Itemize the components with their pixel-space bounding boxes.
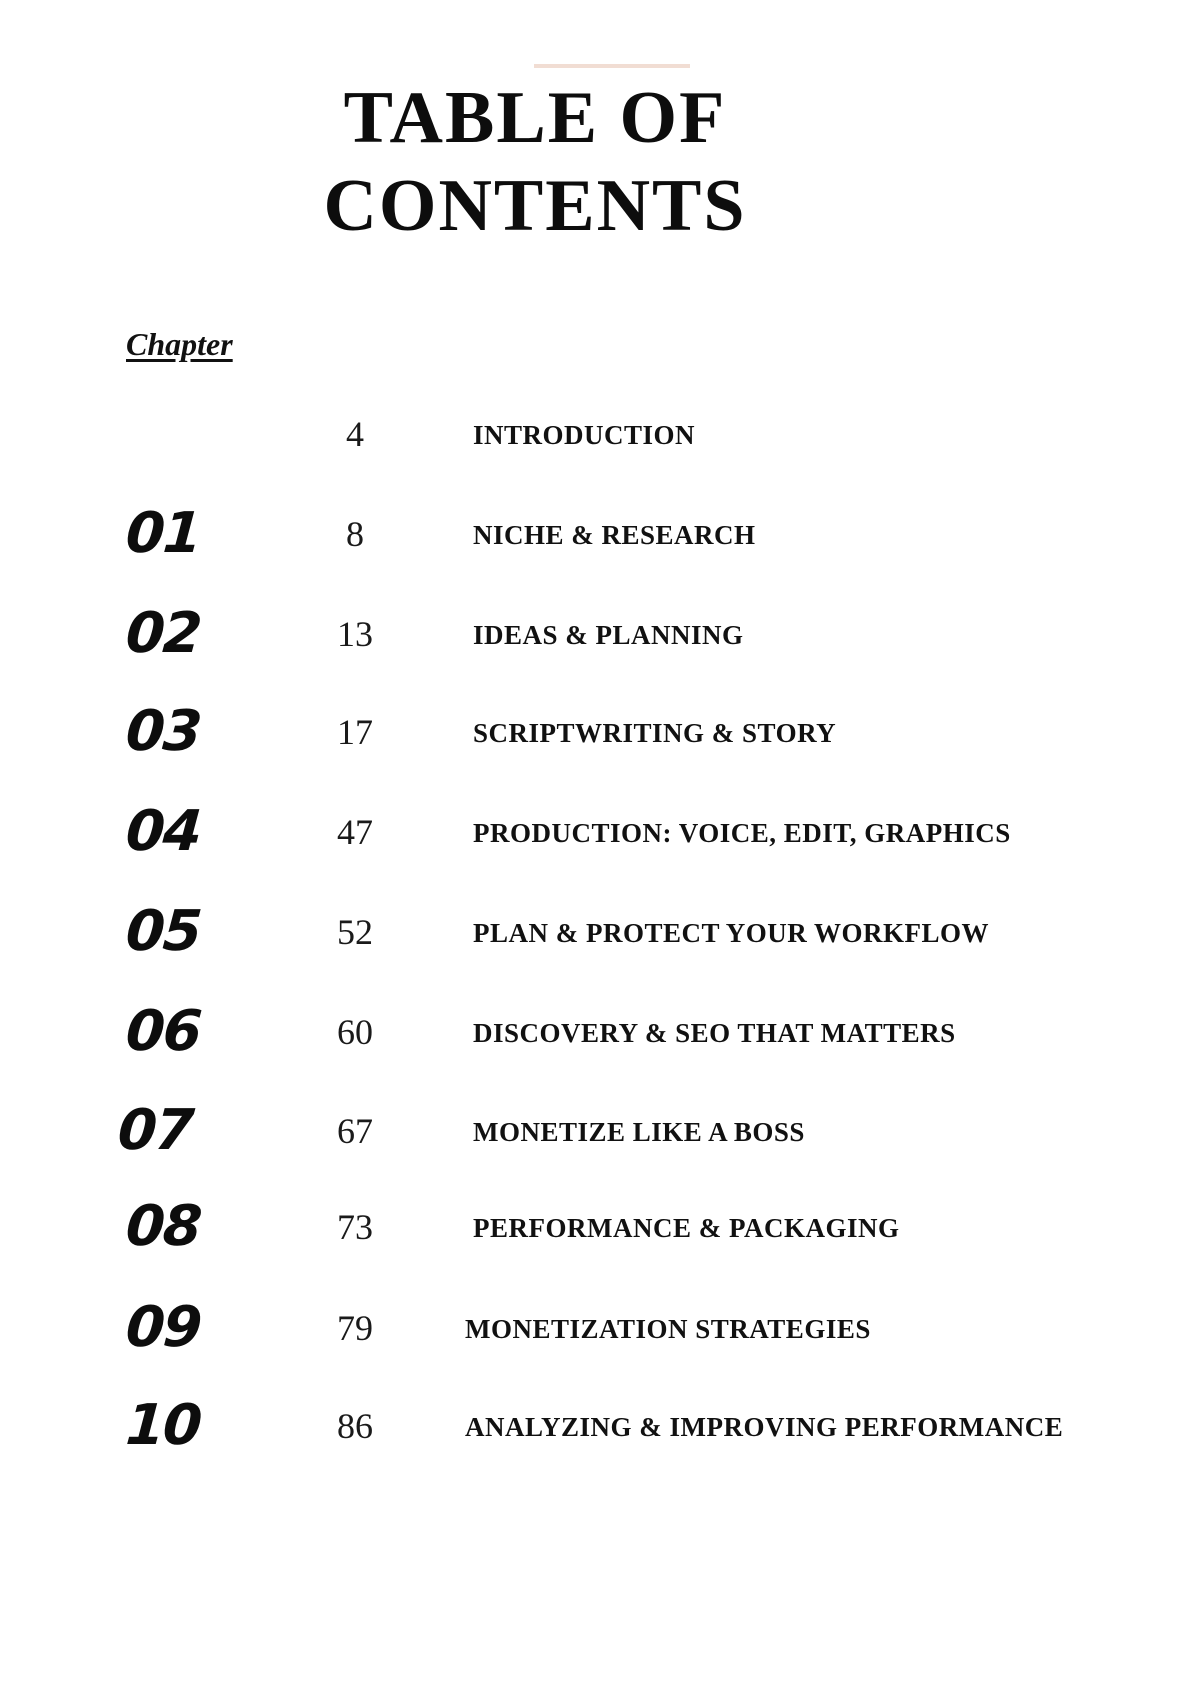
page-number: 17 — [337, 712, 373, 752]
toc-entry-introduction[interactable] — [0, 394, 1200, 474]
page-number: 13 — [337, 614, 373, 654]
chapter-title: NICHE & RESEARCH — [473, 520, 756, 550]
toc-entry-07[interactable] — [0, 1091, 1200, 1171]
page-number: 79 — [337, 1308, 373, 1348]
chapter-number: 03 — [123, 699, 203, 764]
toc-entry-05[interactable] — [0, 892, 1200, 972]
title-accent-line — [534, 64, 690, 68]
chapter-column-label: Chapter — [126, 326, 233, 362]
page-number: 8 — [346, 514, 364, 554]
chapter-number: 04 — [123, 799, 203, 864]
chapter-title: PLAN & PROTECT YOUR WORKFLOW — [473, 918, 990, 948]
chapter-title: DISCOVERY & SEO THAT MATTERS — [473, 1018, 956, 1048]
chapter-title: MONETIZE LIKE A BOSS — [473, 1117, 805, 1147]
chapter-title: IDEAS & PLANNING — [473, 620, 744, 650]
chapter-title: ANALYZING & IMPROVING PERFORMANCE — [465, 1412, 1064, 1442]
chapter-number: 05 — [123, 899, 203, 964]
toc-entry-04[interactable] — [0, 792, 1200, 872]
chapter-number: 08 — [123, 1194, 203, 1259]
page-title-line-2: CONTENTS — [323, 165, 747, 247]
page-title-line-1: TABLE OF — [343, 77, 727, 159]
chapter-number: 07 — [115, 1098, 195, 1163]
page-number: 67 — [337, 1111, 373, 1151]
toc-entry-10[interactable] — [0, 1386, 1200, 1466]
chapter-title: PRODUCTION: VOICE, EDIT, GRAPHICS — [473, 818, 1011, 848]
page-number: 60 — [337, 1012, 373, 1052]
toc-entry-03[interactable] — [0, 692, 1200, 772]
page-title — [290, 74, 780, 250]
toc-entry-09[interactable] — [0, 1288, 1200, 1368]
toc-entry-02[interactable] — [0, 594, 1200, 674]
toc-entry-06[interactable] — [0, 992, 1200, 1072]
chapter-number: 09 — [123, 1295, 203, 1360]
chapter-number: 06 — [123, 999, 203, 1064]
chapter-number: 10 — [123, 1393, 203, 1458]
page-number: 47 — [337, 812, 373, 852]
chapter-title: MONETIZATION STRATEGIES — [465, 1314, 871, 1344]
page-number: 4 — [346, 414, 364, 454]
toc-entry-01[interactable] — [0, 494, 1200, 574]
chapter-title: SCRIPTWRITING & STORY — [473, 718, 837, 748]
page-number: 73 — [337, 1207, 373, 1247]
page-number: 52 — [337, 912, 373, 952]
chapter-title: PERFORMANCE & PACKAGING — [473, 1213, 900, 1243]
chapter-title: INTRODUCTION — [473, 420, 696, 450]
chapter-number: 02 — [123, 601, 203, 666]
toc-entry-08[interactable] — [0, 1187, 1200, 1267]
chapter-number: 01 — [123, 501, 203, 566]
page-number: 86 — [337, 1406, 373, 1446]
